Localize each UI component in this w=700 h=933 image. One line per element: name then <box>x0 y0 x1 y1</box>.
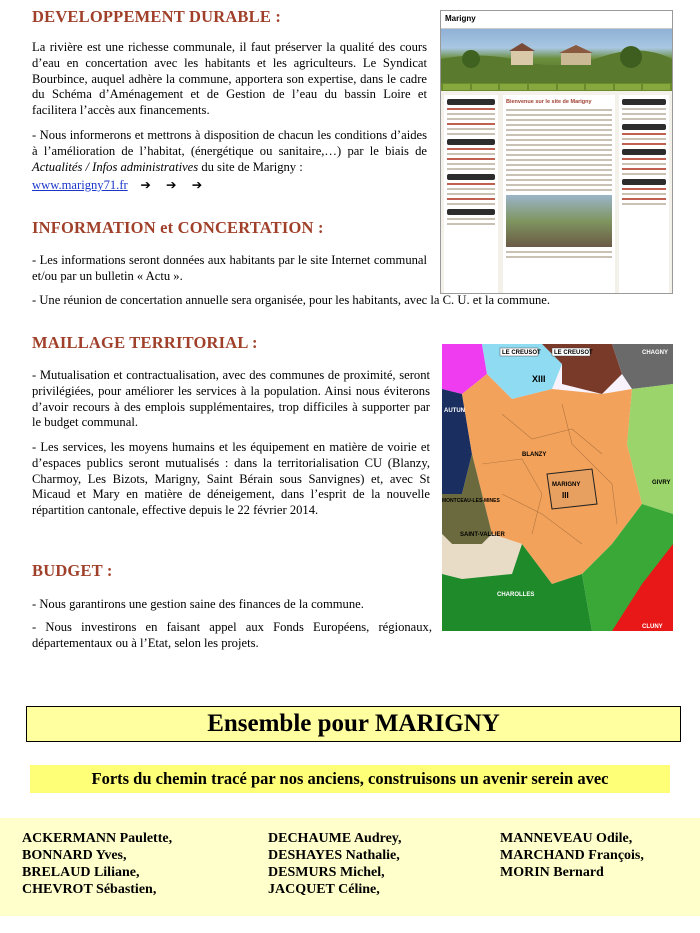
budget-paragraph-1: - Nous garantirons une gestion saine des finances de la commune. <box>32 597 364 611</box>
info-paragraph-2: - Une réunion de concertation annuelle sera organisée, pour les habitants, avec la C. U. et la commune. <box>32 293 551 307</box>
arrow-icons: ➔ ➔ ➔ <box>140 178 209 192</box>
maillage-paragraph-2: - Les services, les moyens humains et les équipement en matière de voirie et d’espaces publics seront mutualisés : dans la territorialisation CU (Blanzy, Charmoy, Les Bizots, Marigny, Saint Bérain sous Sanvignes) et, avec St Micaud et Mary en matière de déneigement, dans l’esprit de la nouvelle répartition cantonale, effective depuis le 22 février 2014. <box>32 440 430 518</box>
dev-p2-emphasis: Actualités / Infos administratives <box>32 159 199 174</box>
map-label-chagny: CHAGNY <box>642 350 669 356</box>
dev-link-line <box>32 178 332 194</box>
website-main-column <box>503 95 615 293</box>
info-paragraph-1: - Les informations seront données aux habitants par le site Internet communal et/ou par un bulletin « Actu ». <box>32 253 427 283</box>
dev-p2-text: - Nous informerons et mettrons à disposition de chacun les conditions d’aides à l’amélioration de l’habitat, (énergétique ou sanitaire,…) par le biais de <box>32 128 427 158</box>
candidate-name: DESMURS Michel, <box>268 865 385 880</box>
candidate-name: BONNARD Yves, <box>22 848 127 863</box>
names-column-1 <box>22 830 172 898</box>
map-label-montceau: MONTCEAU-LES-MINES <box>442 498 500 504</box>
map-label-marigny: MARIGNY <box>552 482 581 488</box>
tagline: Forts du chemin tracé par nos anciens, construisons un avenir serein avec <box>30 765 670 793</box>
candidate-name: DECHAUME Audrey, <box>268 831 402 846</box>
candidate-name: MANNEVEAU Odile, <box>500 831 633 846</box>
names-column-3 <box>500 830 644 881</box>
candidate-name: CHEVROT Sébastien, <box>22 882 157 897</box>
map-label-blanzy: BLANZY <box>522 452 547 458</box>
website-link[interactable]: www.marigny71.fr <box>32 178 128 192</box>
slogan-text: Ensemble pour MARIGNY <box>207 710 500 737</box>
website-topbar <box>441 11 672 29</box>
map-label-le-creusot-1: LE CREUSOT <box>502 350 541 356</box>
website-right-column <box>619 95 669 293</box>
slogan-banner <box>26 706 681 742</box>
map-label-saint-vallier: SAINT-VALLIER <box>460 532 505 538</box>
map-label-xiii: XIII <box>532 374 546 384</box>
budget-title: BUDGET : <box>32 561 113 580</box>
website-welcome: Bienvenue sur le site de Marigny <box>506 99 592 105</box>
candidate-name: ACKERMANN Paulette, <box>22 831 173 846</box>
candidate-name: BRELAUD Liliane, <box>22 865 140 880</box>
map-label-iii: III <box>562 491 569 500</box>
map-label-cluny: CLUNY <box>642 624 663 630</box>
maillage-paragraph-1: - Mutualisation et contractualisation, avec des communes de proximité, seront privilégiées, pour améliorer les services à la population. Ainsi nous éviterons d’avoir recours à des emplois supplémentaires, trop difficiles à supporter par le budget communal. <box>32 368 430 430</box>
website-photo <box>506 195 612 247</box>
map-label-givry: GIVRY <box>652 480 671 486</box>
website-nav <box>441 83 672 91</box>
dev-p2-text-2: du site de Marigny : <box>201 159 303 174</box>
website-title: Marigny <box>445 14 476 23</box>
dev-paragraph-1: La rivière est une richesse communale, il faut préserver la qualité des cours d’eau en concertation avec les habitants et les agriculteurs. Le Syndicat Bourbince, auquel adhère la commune, apportera son expertise, dans le cadre du Schéma d’Aménagement et de Gestion de l’eau du bassin Loire et facilitera l’accès aux financements. <box>32 40 427 118</box>
map-label-charolles: CHAROLLES <box>497 592 535 598</box>
dev-paragraph-2 <box>32 128 427 175</box>
dev-title: DEVELOPPEMENT DURABLE : <box>32 7 282 26</box>
candidate-name: MORIN Bernard <box>500 865 604 880</box>
map-label-autun: AUTUN <box>444 408 465 414</box>
website-left-column <box>444 95 498 293</box>
candidate-name: DESHAYES Nathalie, <box>268 848 400 863</box>
candidate-name: JACQUET Céline, <box>268 882 380 897</box>
map-label-le-creusot-2: LE CREUSOT <box>554 350 593 356</box>
info-title: INFORMATION et CONCERTATION : <box>32 218 324 237</box>
candidate-names-box <box>0 818 700 916</box>
candidate-name: MARCHAND François, <box>500 848 644 863</box>
budget-paragraph-2: - Nous investirons en faisant appel aux Fonds Européens, régionaux, départementaux ou à l’Etat, selon les projets. <box>32 620 432 650</box>
maillage-title: MAILLAGE TERRITORIAL : <box>32 333 258 352</box>
names-column-2 <box>268 830 402 898</box>
territory-map <box>442 344 673 631</box>
website-banner-image <box>441 29 672 83</box>
website-screenshot <box>440 10 673 294</box>
